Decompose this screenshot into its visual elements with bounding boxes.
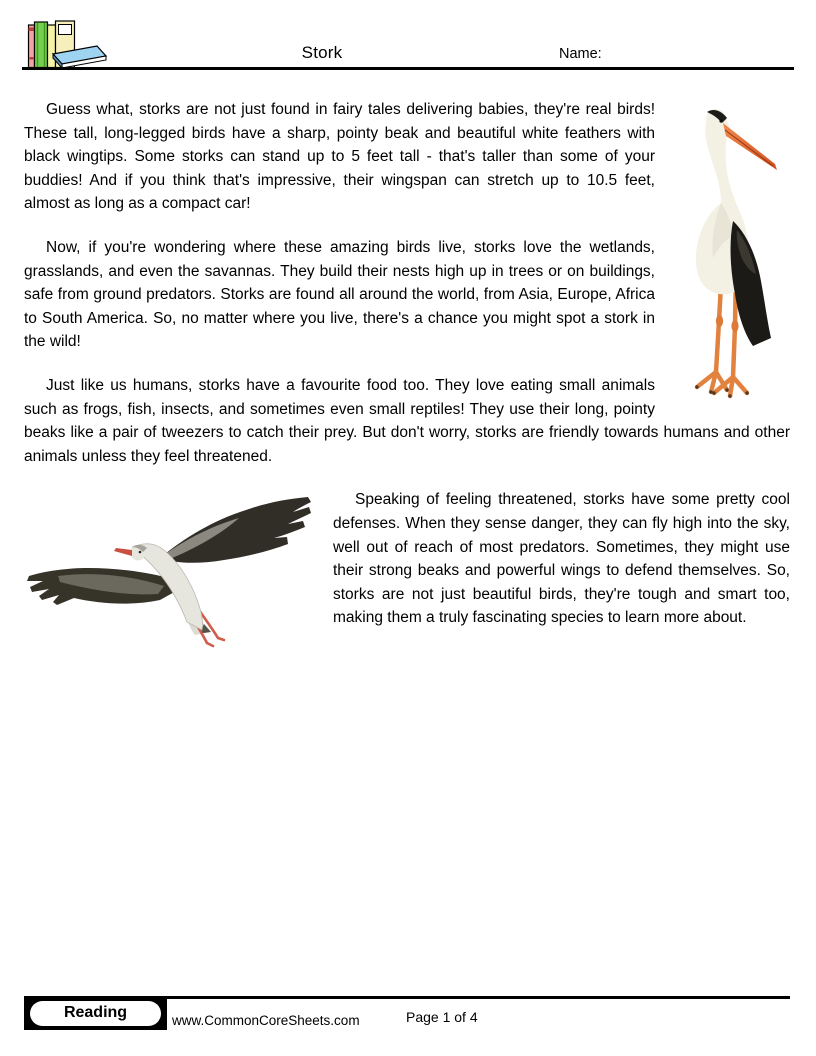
- standing-stork-image: [655, 98, 790, 401]
- header-divider: [22, 67, 794, 70]
- books-logo-icon: [26, 13, 110, 68]
- flying-stork-image: [24, 488, 333, 658]
- paragraph-3: Just like us humans, storks have a favourite food too. They love eating small animals such as frogs, fish, insects, and sometimes even small reptiles! They use their long, pointy beaks like a pair of tweezers to catch their prey. But don't worry, storks are friendly towards humans and other animals unless they feel threatened.: [24, 376, 790, 465]
- name-field-label: Name:: [559, 46, 602, 62]
- page-title: Stork: [301, 43, 343, 62]
- header: [0, 0, 816, 71]
- subject-badge: [24, 996, 167, 1030]
- page-number: Page 1 of 4: [406, 1009, 478, 1025]
- subject-badge-label: Reading: [30, 1001, 161, 1026]
- paragraph-1: Guess what, storks are not just found in fairy tales delivering babies, they're real birds! These tall, long-legged birds have a sharp, pointy beak and beautiful white feathers with black wingtips. Some storks can stand up to 5 feet tall - that's taller than some of your buddies! And if you think that's impressive, their wingspan can stretch up to 10.5 feet, almost as long as a compact car!: [24, 101, 655, 213]
- reading-passage: [0, 71, 816, 658]
- paragraph-2: Now, if you're wondering where these amazing birds live, storks love the wetlands, grasslands, and even the savannas. They build their nests high up in trees or on buildings, safe from ground predators. Storks are found all around the world, from Asia, Europe, Africa to South America. So, no matter where you live, there's a chance you might spot a stork in the wild!: [24, 238, 655, 351]
- standing-stork-illustration: [683, 106, 783, 401]
- paragraph-4: Speaking of feeling threatened, storks have some pretty cool defenses. When they sense danger, they can fly high into the sky, well out of reach of most predators. Sometimes, they might use their strong beaks and powerful wings to defend themselves. So, storks are not just beautiful birds, they're tough and smart too, making them a truly fascinating species to learn more about.: [333, 491, 790, 627]
- flying-stork-illustration: [24, 492, 330, 656]
- footer: [0, 996, 816, 1056]
- website-text: www.CommonCoreSheets.com: [172, 1013, 360, 1028]
